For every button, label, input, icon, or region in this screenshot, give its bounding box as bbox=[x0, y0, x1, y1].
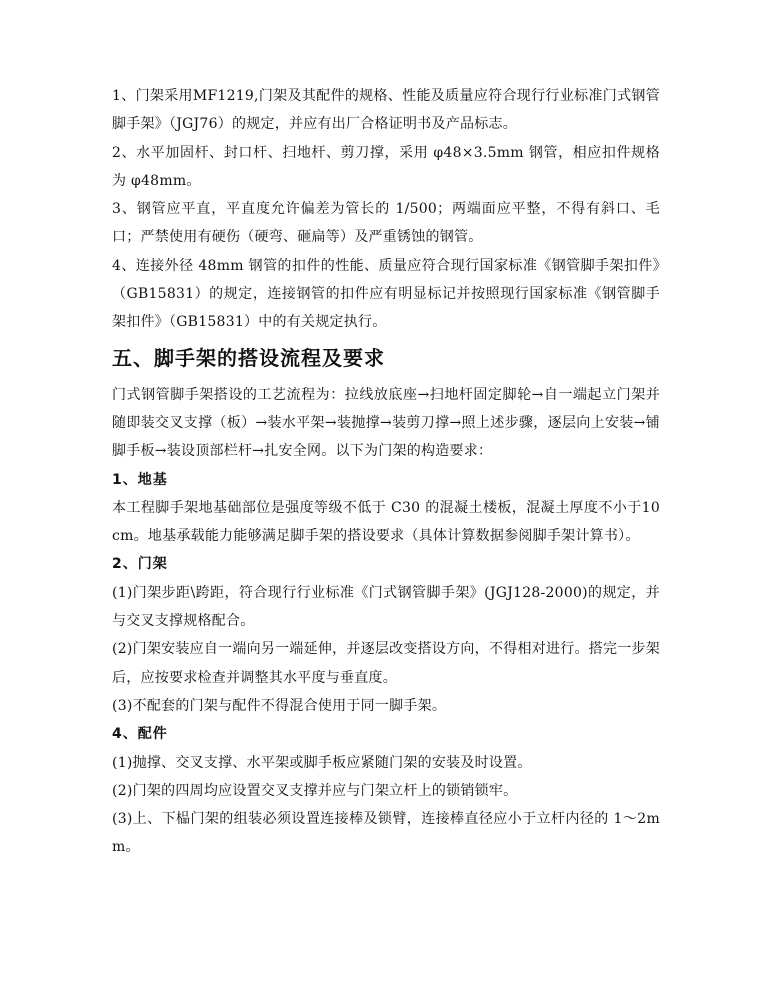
foundation-text: 本工程脚手架地基础部位是强度等级不低于 C30 的混凝土楼板，混凝土厚度不小于10cm。地基承载能力能够满足脚手架的搭设要求（具体计算数据参阅脚手架计算书）。 bbox=[112, 499, 660, 545]
spec-item-1: 1、门架采用MF1219,门架及其配件的规格、性能及质量应符合现行行业标准门式钢管脚手架》（JGJ76）的规定，并应有出厂合格证明书及产品标志。 bbox=[112, 88, 660, 133]
fittings-item-3: (3)上、下榀门架的组装必须设置连接棒及锁臂，连接棒直径应小于立杆内径的 1～2mm。 bbox=[112, 811, 660, 856]
fittings-item-1: (1)抛撑、交叉支撑、水平架或脚手板应紧随门架的安装及时设置。 bbox=[112, 754, 532, 771]
spec-item-2: 2、水平加固杆、封口杆、扫地杆、剪刀撑，采用 φ48×3.5mm 钢管，相应扣件规格为 φ48mm。 bbox=[112, 144, 660, 189]
document-page bbox=[112, 82, 660, 862]
spec-item-3: 3、钢管应平直，平直度允许偏差为管长的 1/500；两端面应平整，不得有斜口、毛口；严禁使用有硬伤（硬弯、砸扁等）及严重锈蚀的钢管。 bbox=[112, 201, 660, 246]
spec-item-4: 4、连接外径 48mm 钢管的扣件的性能、质量应符合现行国家标准《钢管脚手架扣件》（GB15831）的规定，连接钢管的扣件应有明显标记并按照现行国家标准《钢管脚手架扣件》（GB15831）中的有关规定执行。 bbox=[112, 257, 660, 331]
foundation-heading: 1、地基 bbox=[112, 471, 168, 488]
door-frame-item-2: (2)门架安装应自一端向另一端延伸，并逐层改变搭设方向，不得相对进行。搭完一步架后，应按要求检查并调整其水平度与垂直度。 bbox=[112, 641, 660, 686]
fittings-item-2: (2)门架的四周均应设置交叉支撑并应与门架立杆上的锁销锁牢。 bbox=[112, 782, 518, 799]
fittings-heading: 4、配件 bbox=[112, 726, 168, 743]
door-frame-item-3: (3)不配套的门架与配件不得混合使用于同一脚手架。 bbox=[112, 697, 447, 714]
section-intro: 门式钢管脚手架搭设的工艺流程为：拉线放底座→扫地杆固定脚轮→自一端起立门架并随即装交叉支撑（板）→装水平架→装抛撑→装剪刀撑→照上述步骤，逐层向上安装→铺脚手板→装设顶部栏杆→扎安全网。以下为门架的构造要求： bbox=[112, 386, 660, 460]
section-title: 五、脚手架的搭设流程及要求 bbox=[112, 345, 385, 370]
door-frame-heading: 2、门架 bbox=[112, 556, 168, 573]
door-frame-item-1: (1)门架步距\跨距，符合现行行业标准《门式钢管脚手架》(JGJ128-2000)的规定，并与交叉支撑规格配合。 bbox=[112, 584, 660, 630]
